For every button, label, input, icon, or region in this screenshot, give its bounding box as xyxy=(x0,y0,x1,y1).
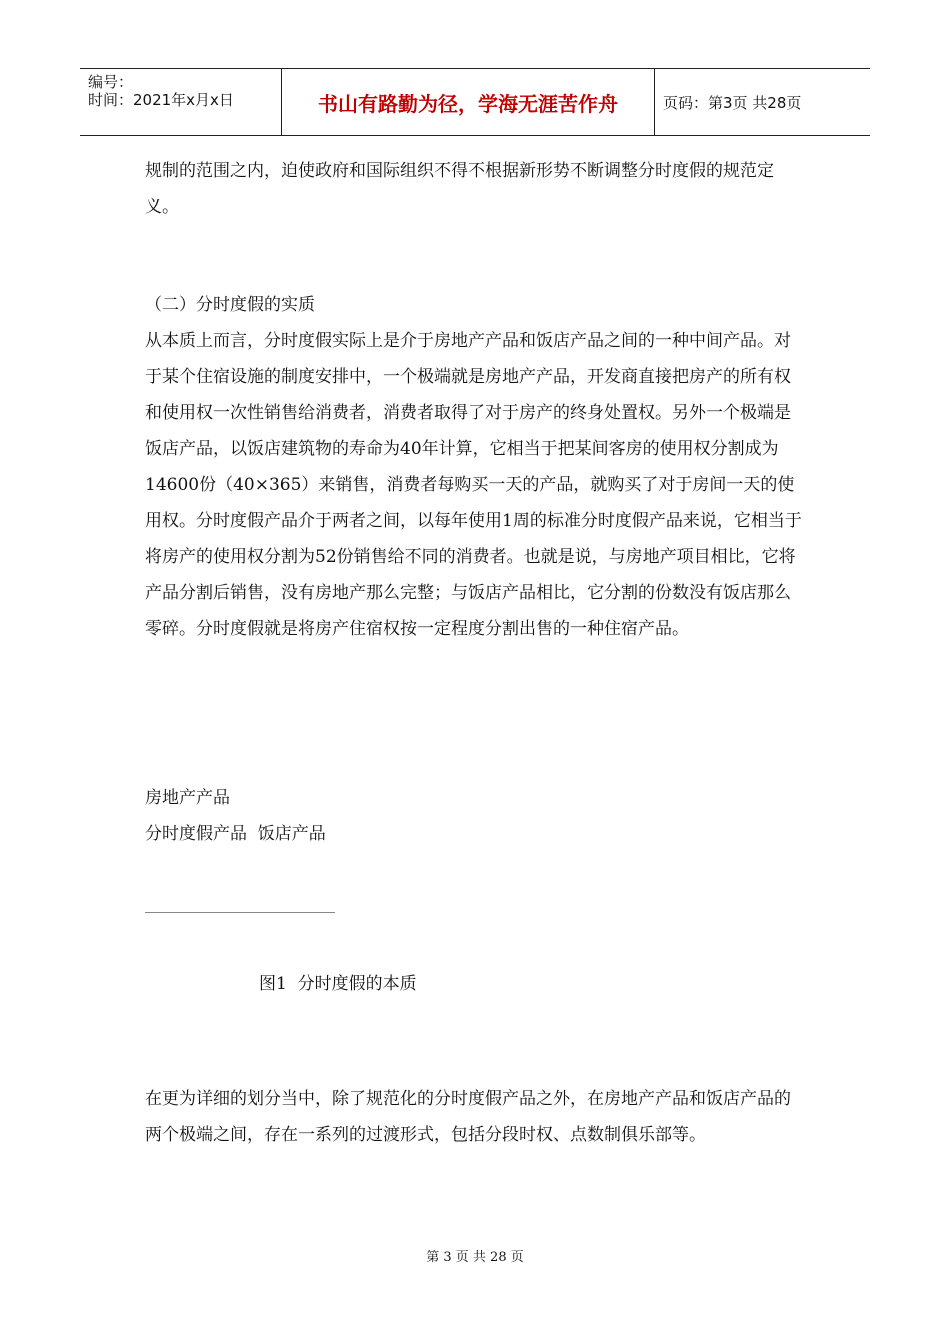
diagram-label-real-estate: 房地产产品 xyxy=(145,788,230,808)
section-heading: （二）分时度假的实质 xyxy=(145,295,315,315)
diagram-label-timeshare-hotel: 分时度假产品 饭店产品 xyxy=(145,824,326,844)
serial-label: 编号： xyxy=(88,73,134,91)
header-page-label: 页码：第3页 共28页 xyxy=(663,93,802,112)
page-header xyxy=(80,68,870,136)
date-label: 时间：2021年x月x日 xyxy=(88,91,234,109)
figure-caption: 图1 分时度假的本质 xyxy=(259,974,417,994)
header-motto: 书山有路勤为径，学海无涯苦作舟 xyxy=(282,69,655,135)
page-footer: 第 3 页 共 28 页 xyxy=(426,1250,524,1265)
header-meta xyxy=(80,69,282,135)
divider-line xyxy=(145,912,335,913)
paragraph-main: 从本质上而言，分时度假实际上是介于房地产产品和饭店产品之间的一种中间产品。对于某个住宿设施的制度安排中，一个极端就是房地产产品，开发商直接把房产的所有权和使用权一次性销售给消费者，消费者取得了对于房产的终身处置权。另外一个极端是饭店产品，以饭店建筑物的寿命为40年计算，它相当于把某间客房的使用权分割成为14600份（40×365）来销售，消费者每购买一天的产品，就购买了对于房间一天的使用权。分时度假产品介于两者之间，以每年使用1周的标准分时度假产品来说，它相当于将房产的使用权分割为52份销售给不同的消费者。也就是说，与房地产项目相比，它将产品分割后销售，没有房地产那么完整；与饭店产品相比，它分割的份数没有饭店那么零碎。分时度假就是将房产住宿权按一定程度分割出售的一种住宿产品。 xyxy=(145,331,802,639)
paragraph-final: 在更为详细的划分当中，除了规范化的分时度假产品之外，在房地产产品和饭店产品的两个极端之间，存在一系列的过渡形式，包括分段时权、点数制俱乐部等。 xyxy=(145,1089,791,1145)
paragraph-continued: 规制的范围之内，迫使政府和国际组织不得不根据新形势不断调整分时度假的规范定义。 xyxy=(145,161,774,217)
